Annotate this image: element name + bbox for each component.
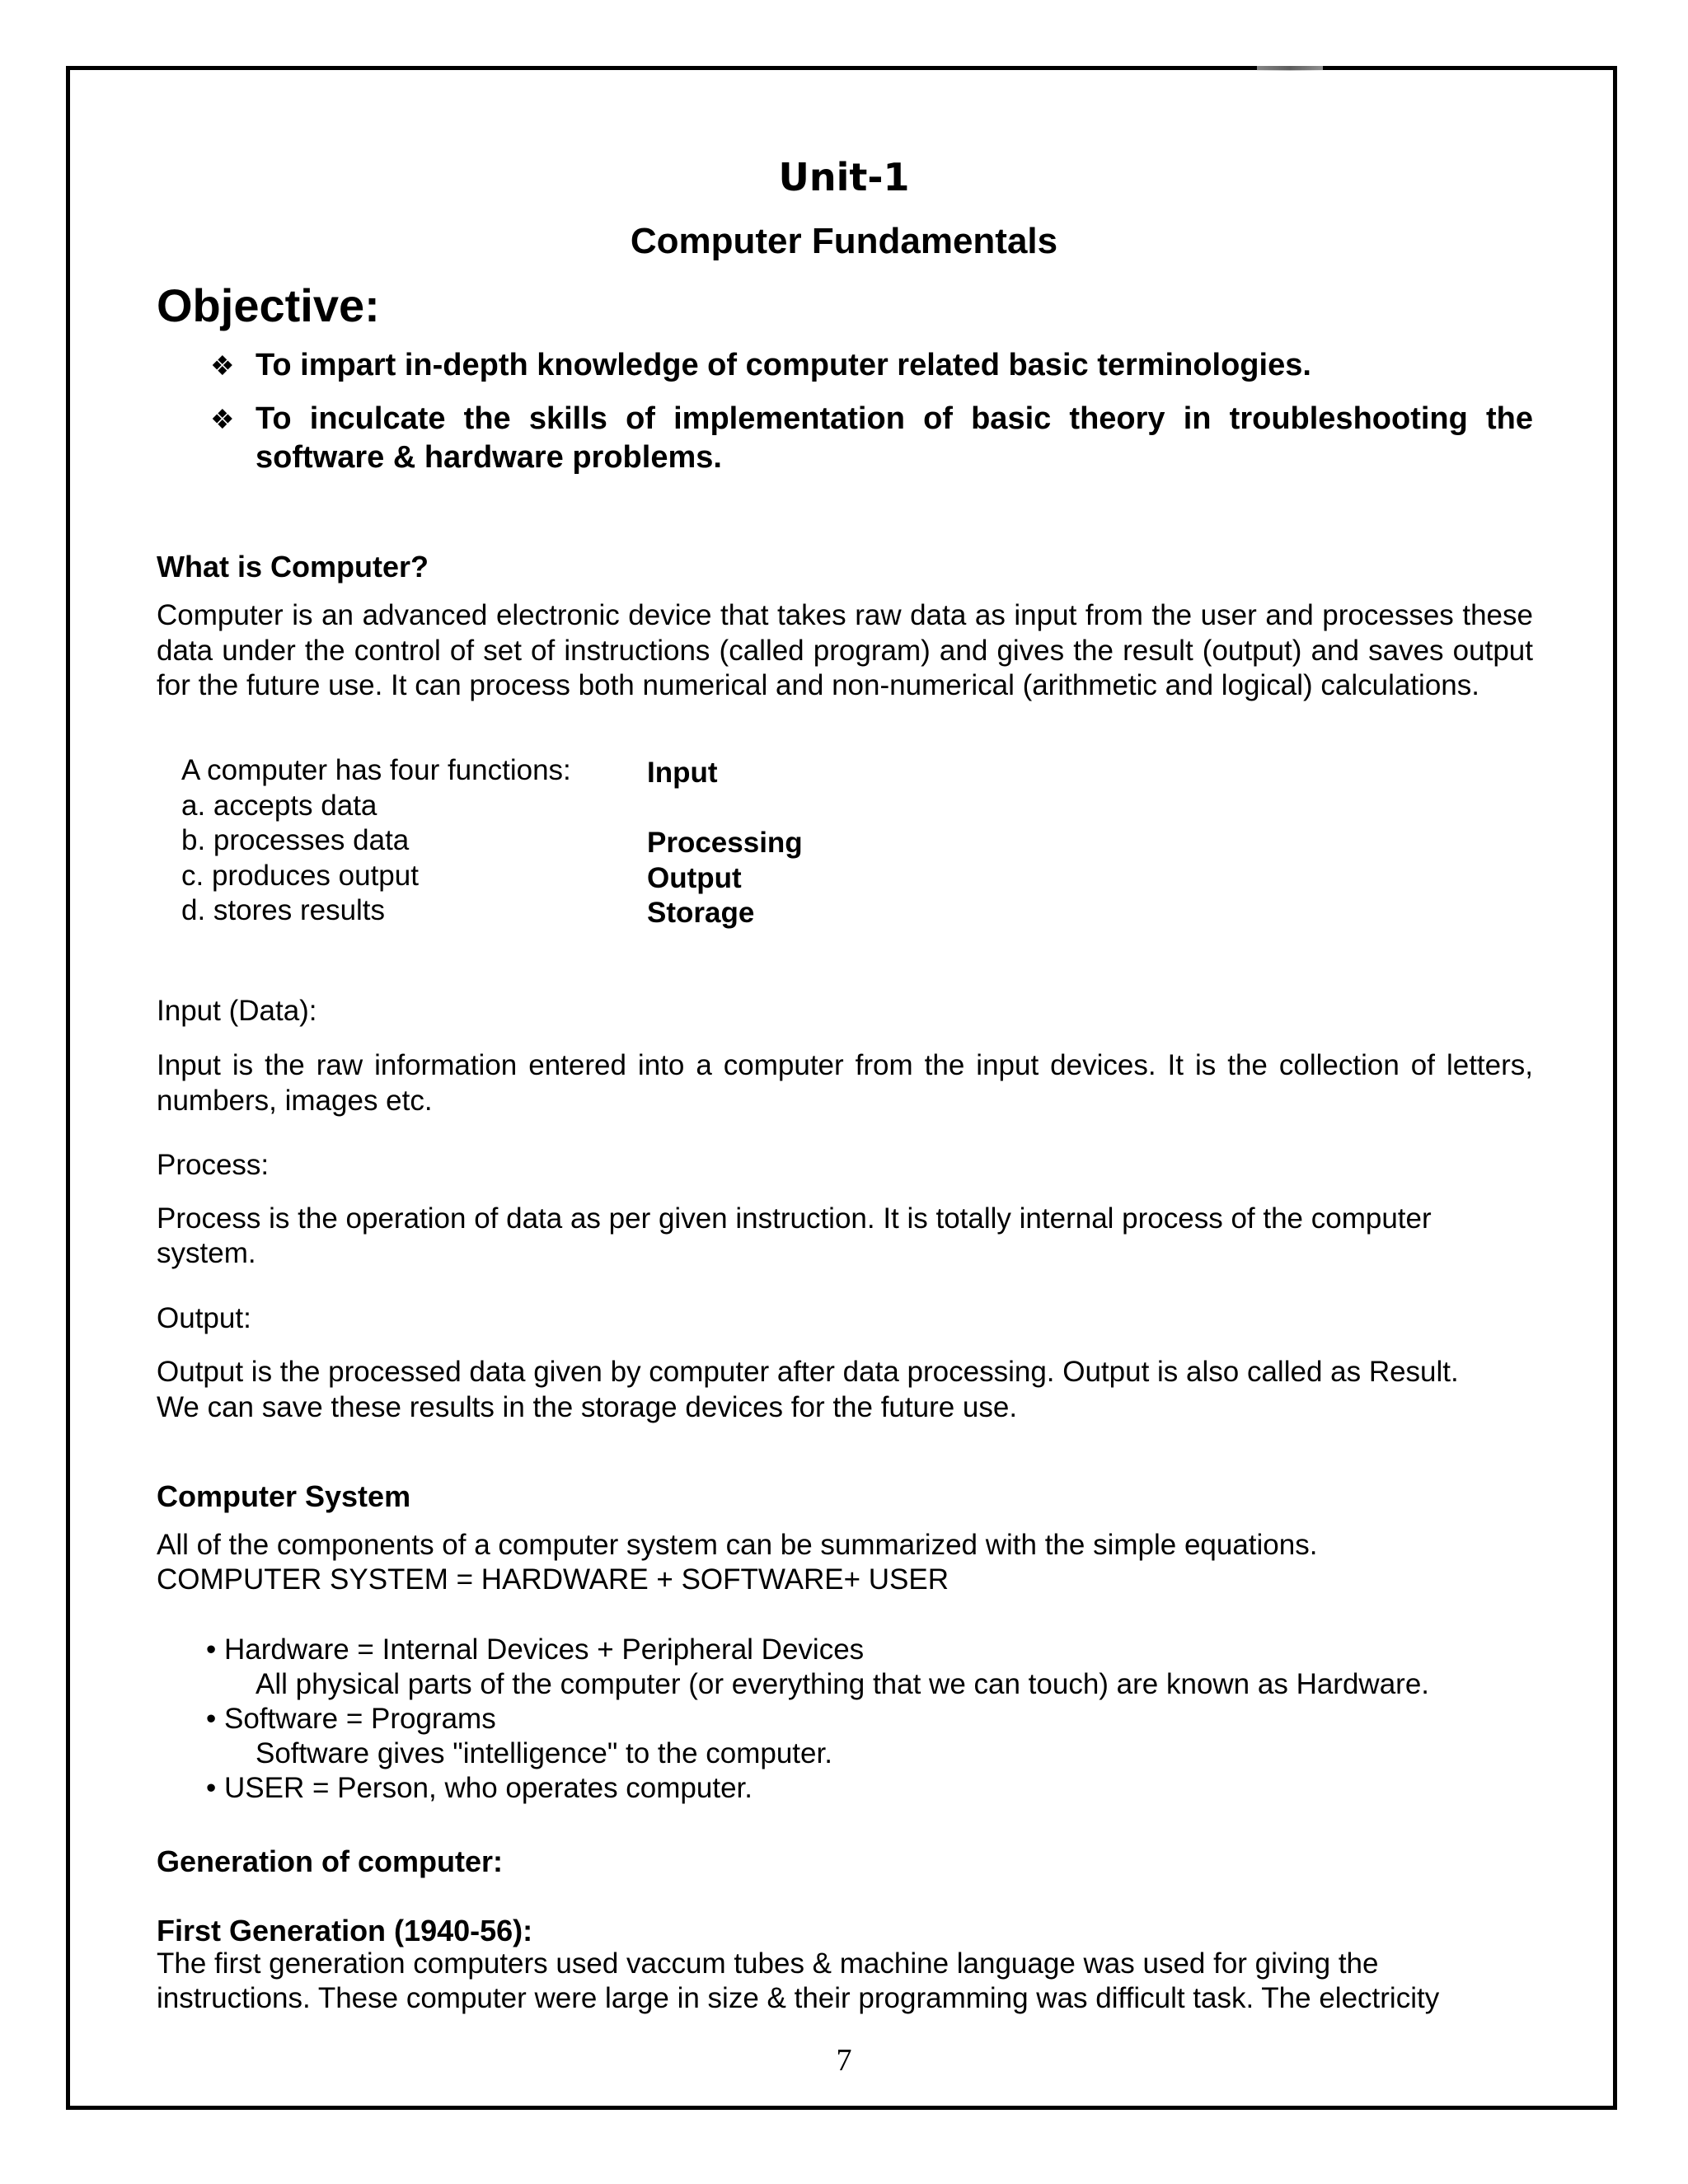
list-item-hardware: • Hardware = Internal Devices + Peripheral Devices bbox=[206, 1633, 865, 1666]
paragraph-first-generation-line: instructions. These computer were large in size & their programming was difficult task. The electricity bbox=[157, 1982, 1440, 2014]
paragraph-process-line: Process is the operation of data as per given instruction. It is totally internal process of the computer bbox=[157, 1202, 1432, 1235]
section-heading-first-generation: First Generation (1940-56): bbox=[157, 1914, 533, 1947]
function-item: b. processes data bbox=[181, 824, 410, 856]
function-item: a. accepts data bbox=[181, 790, 377, 822]
paragraph-process-line: system. bbox=[157, 1237, 256, 1269]
section-heading-process: Process: bbox=[157, 1149, 270, 1181]
function-label-processing: Processing bbox=[647, 827, 803, 859]
section-heading-output: Output: bbox=[157, 1302, 251, 1334]
computer-system-equation: COMPUTER SYSTEM = HARDWARE + SOFTWARE+ USER bbox=[157, 1563, 949, 1596]
diamond-bullet-icon: ❖ bbox=[210, 349, 235, 382]
function-label-storage: Storage bbox=[647, 897, 755, 929]
paragraph-what-is-computer: Computer is an advanced electronic device that takes raw data as input from the user and processes these data under the control of set of instructions (called program) and gives the result (output) and saves output for the future use. It can process both numerical and non-numerical (arithmetic and logical) calculations. bbox=[157, 599, 1533, 701]
list-item-software: • Software = Programs bbox=[206, 1703, 496, 1735]
function-item: d. stores results bbox=[181, 894, 386, 926]
objective-item bbox=[210, 346, 1533, 385]
objective-text: To inculcate the skills of implementation of basic theory in troubleshooting the software & hardware problems. bbox=[256, 401, 1533, 475]
paragraph-input: Input is the raw information entered into a computer from the input devices. It is the collection of letters, numbers, images etc. bbox=[157, 1049, 1533, 1117]
paragraph-output-line: We can save these results in the storage devices for the future use. bbox=[157, 1391, 1018, 1423]
list-item-software-desc: Software gives "intelligence" to the computer. bbox=[256, 1737, 832, 1769]
function-label-input: Input bbox=[647, 757, 718, 789]
objective-heading: Objective: bbox=[157, 279, 380, 331]
paragraph-output-line: Output is the processed data given by computer after data processing. Output is also called as Result. bbox=[157, 1356, 1459, 1388]
objective-text: To impart in-depth knowledge of computer related basic terminologies. bbox=[256, 348, 1311, 382]
paragraph-first-generation-line: The first generation computers used vaccum tubes & machine language was used for giving the bbox=[157, 1947, 1379, 1980]
unit-title: Unit-1 bbox=[778, 155, 910, 199]
diamond-bullet-icon: ❖ bbox=[210, 403, 235, 435]
list-item-user: • USER = Person, who operates computer. bbox=[206, 1772, 753, 1804]
scan-artifact bbox=[1257, 66, 1323, 71]
chapter-title: Computer Fundamentals bbox=[630, 221, 1058, 261]
functions-intro: A computer has four functions: bbox=[181, 754, 571, 786]
function-label-output: Output bbox=[647, 862, 742, 894]
computer-system-line: All of the components of a computer system can be summarized with the simple equations. bbox=[157, 1529, 1318, 1561]
page-number: 7 bbox=[836, 2043, 852, 2078]
section-heading-computer-system: Computer System bbox=[157, 1479, 411, 1513]
section-heading-input: Input (Data): bbox=[157, 995, 317, 1027]
section-heading-what-is-computer: What is Computer? bbox=[157, 550, 429, 583]
function-item: c. produces output bbox=[181, 860, 419, 892]
objective-item bbox=[210, 400, 1533, 477]
list-item-hardware-desc: All physical parts of the computer (or everything that we can touch) are known as Hardware. bbox=[256, 1668, 1430, 1700]
section-heading-generation: Generation of computer: bbox=[157, 1844, 504, 1878]
